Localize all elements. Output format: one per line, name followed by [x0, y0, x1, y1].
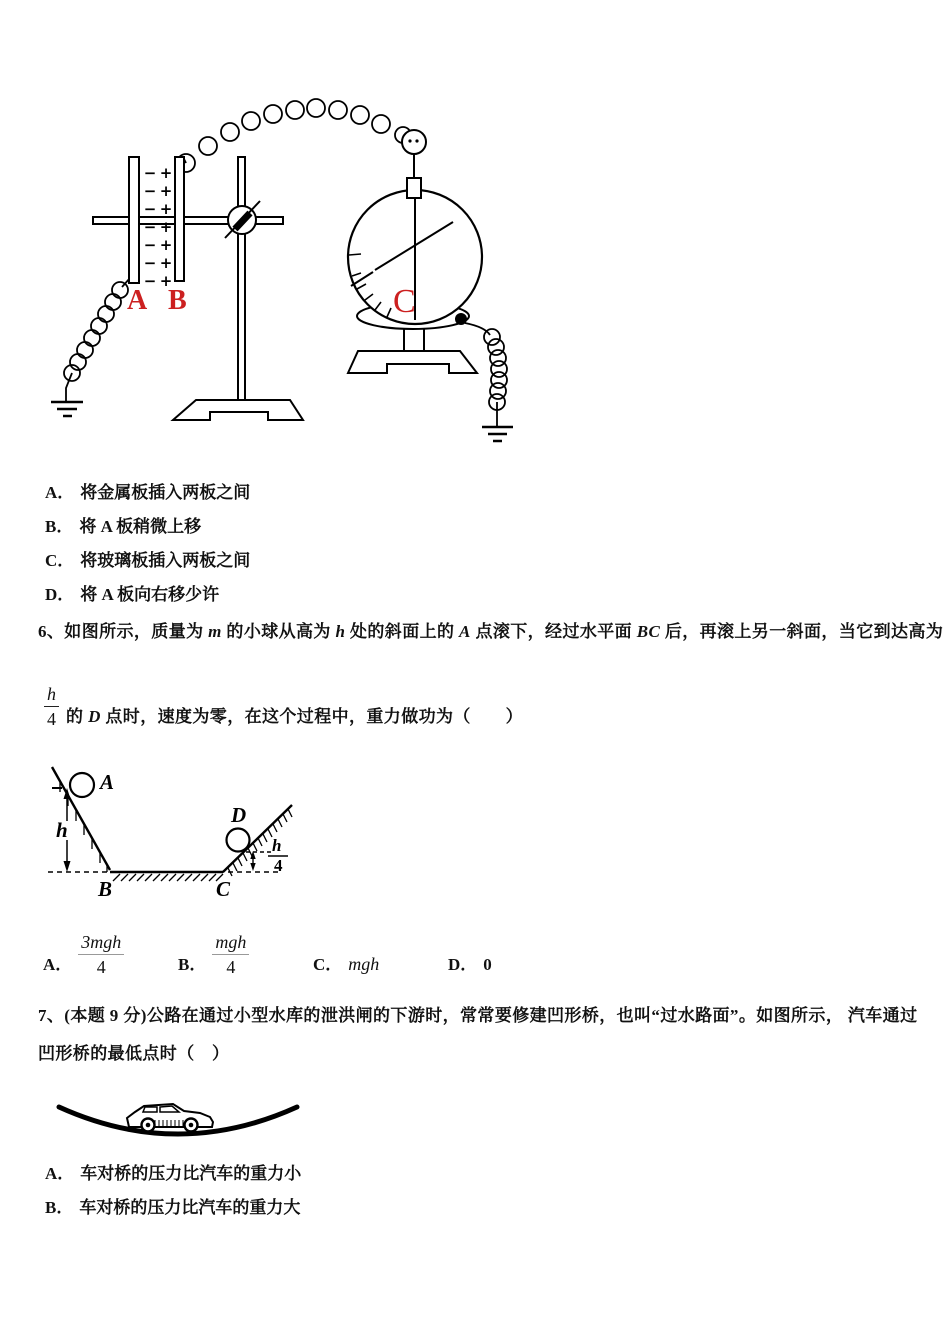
- option-letter: B．: [45, 1198, 74, 1217]
- car-rear-window: [143, 1107, 157, 1112]
- h4-fraction-numerator: h: [272, 836, 282, 855]
- electroscope: [348, 130, 482, 373]
- option-text: 车对桥的压力比汽车的重力小: [80, 1164, 302, 1183]
- retort-stand: [93, 157, 303, 420]
- plus-sign: +: [159, 164, 173, 182]
- car: [127, 1104, 213, 1132]
- stand-base: [173, 400, 303, 420]
- plate-b-label: B: [168, 285, 187, 316]
- q5-option-a: [45, 484, 250, 502]
- insulator-plug: [407, 178, 421, 198]
- q7-option-b: [45, 1199, 301, 1217]
- electrostatics-apparatus-diagram: [45, 85, 515, 457]
- q6-option-d: [448, 950, 492, 976]
- minus-sign: −: [143, 200, 157, 218]
- electroscope-base: [348, 351, 477, 373]
- fraction-mgh-over-4: $\frac{\text{mgh}}{4}$: [212, 933, 249, 976]
- minus-sign: −: [143, 164, 157, 182]
- spring-wire-right: [465, 323, 507, 426]
- minus-sign: −: [143, 236, 157, 254]
- minus-sign: −: [143, 182, 157, 200]
- plate-a-label: A: [127, 285, 148, 316]
- option-letter: B．: [178, 955, 207, 974]
- arrowheads: [64, 788, 256, 872]
- ball-at-D: [227, 829, 250, 852]
- height-h-label: h: [56, 818, 68, 842]
- q7-statement-line2: 凹形桥的最低点时（ ）: [38, 1044, 230, 1063]
- q7-option-a: [45, 1165, 301, 1183]
- option-text: 车对桥的压力比汽车的重力大: [79, 1198, 301, 1217]
- h4-fraction-denominator: 4: [274, 856, 283, 875]
- option-text: 将 A 板稍微上移: [79, 517, 202, 536]
- q7-statement-line1: 7、(本题 9 分)公路在通过小型水库的泄洪闸的下游时，常常要修建凹形桥，也叫“过水路面”。如图所示， 汽车通过: [38, 1006, 918, 1025]
- option-letter: A．: [45, 483, 75, 502]
- plus-sign: +: [159, 182, 173, 200]
- point-D-label: D: [231, 803, 247, 827]
- terminal-ball: [402, 130, 426, 154]
- q6-options: [0, 920, 950, 976]
- minus-sign: −: [143, 218, 157, 236]
- plate-a: [129, 157, 139, 283]
- q7-concave-bridge-diagram: [45, 1095, 325, 1150]
- plus-sign: +: [159, 218, 173, 236]
- spring-wire-left: [64, 278, 130, 401]
- minus-sign: −: [143, 254, 157, 272]
- option-letter: D．: [45, 585, 75, 604]
- plus-sign: +: [159, 200, 173, 218]
- point-C-label: C: [216, 877, 231, 901]
- wire-binding-post: [455, 313, 467, 325]
- plus-sign: +: [159, 254, 173, 272]
- option-letter: A．: [45, 1164, 75, 1183]
- option-letter: A．: [43, 955, 73, 974]
- option-letter: C．: [45, 551, 75, 570]
- charge-signs: [144, 164, 173, 290]
- option-value: mgh: [348, 954, 380, 974]
- point-B-label: B: [98, 877, 113, 901]
- plus-sign: +: [159, 236, 173, 254]
- q6-slope-diagram: [40, 758, 340, 908]
- ground-symbol-left: [51, 402, 83, 416]
- ball-at-A: [70, 773, 94, 797]
- plus-sign: +: [159, 272, 173, 290]
- q5-option-b: [45, 518, 250, 536]
- plate-b: [175, 157, 184, 281]
- q6-option-b: [178, 933, 249, 976]
- q5-option-d: [45, 586, 250, 604]
- meter-label: C: [393, 283, 416, 320]
- spring-wire-top: [177, 99, 414, 172]
- fraction-h-over-4: $\frac{h}{4}$: [44, 685, 59, 728]
- fraction-3mgh-over-4: $\frac{\text{3mgh}}{4}$: [78, 933, 124, 976]
- point-A-label: A: [100, 770, 115, 794]
- q5-option-c: [45, 552, 250, 570]
- q6-option-c: [313, 950, 379, 976]
- q5-options: [45, 484, 250, 620]
- ground-hatching: [113, 874, 223, 881]
- q6-statement-line1: 6、如图所示，质量为 m 的小球从高为 h 处的斜面上的 A 点滚下，经过水平面 BC 后，再滚上另一斜面，当它到达高为: [38, 622, 944, 641]
- option-value: 0: [483, 955, 492, 974]
- option-text: 将玻璃板插入两板之间: [80, 551, 251, 570]
- q6-option-a: [43, 933, 124, 976]
- option-letter: D．: [448, 955, 478, 974]
- minus-sign: −: [143, 272, 157, 290]
- q6-statement-line2: $\frac{h}{4}$ 的 D 点时，速度为零，在这个过程中，重力做功为（ ）: [44, 679, 523, 728]
- option-text: 将 A 板向右移少许: [80, 585, 220, 604]
- ground-symbol-right: [482, 427, 513, 441]
- q7-options: [45, 1165, 301, 1233]
- option-letter: B．: [45, 517, 74, 536]
- option-text: 将金属板插入两板之间: [80, 483, 251, 502]
- option-letter: C．: [313, 955, 343, 974]
